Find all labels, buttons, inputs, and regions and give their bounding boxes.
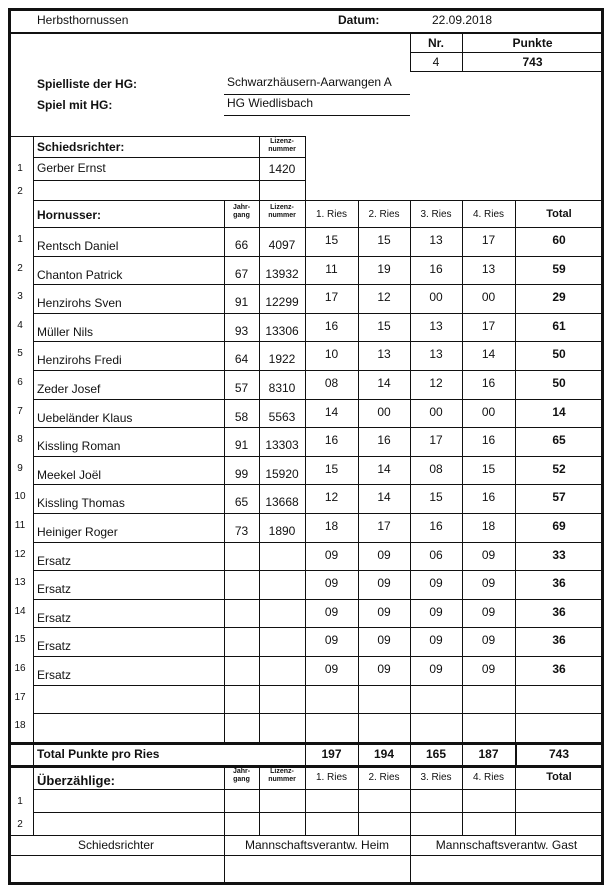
ries-score: 12: [324, 490, 339, 505]
player-name: Chanton Patrick: [37, 267, 123, 282]
ries-score: 09: [481, 547, 496, 562]
player-name: Ersatz: [37, 668, 72, 682]
signature-label: Mannschaftsverantw. Gast: [435, 838, 578, 852]
form-title: Herbsthornussen: [37, 13, 129, 27]
punkte-label: Punkte: [512, 36, 553, 50]
ries-score: 09: [377, 662, 391, 676]
lizenz-label: Lizenz- nummer: [268, 138, 296, 153]
player-name: Zeder Josef: [37, 382, 101, 396]
ries-score: 09: [481, 633, 496, 648]
hornusser-label: Hornusser:: [37, 208, 102, 222]
ries-score: 00: [481, 290, 496, 305]
ries-header-4: 4. Ries: [472, 772, 505, 783]
ries-score: 16: [429, 519, 443, 533]
punkte-value: 743: [522, 55, 543, 69]
player-name: Meekel Joël: [37, 467, 102, 482]
player-name: Heiniger Roger: [37, 525, 118, 539]
player-lizenz: 13303: [265, 438, 299, 453]
ries-score: 16: [481, 490, 496, 505]
player-total: 59: [552, 261, 566, 276]
ries-score: 17: [429, 433, 443, 448]
row-number: 5: [17, 348, 23, 360]
ries-score: 12: [377, 290, 391, 305]
ries-score: 17: [377, 519, 391, 533]
ries-score: 16: [324, 318, 339, 333]
ries-score: 14: [377, 376, 391, 390]
ries-score: 16: [429, 261, 443, 276]
row-number: 12: [14, 548, 26, 560]
ries-score: 13: [429, 347, 443, 362]
player-total: 50: [552, 376, 566, 390]
player-total: 69: [552, 519, 566, 533]
ries-score: 09: [324, 604, 339, 619]
extra-row-number: 1: [17, 796, 23, 807]
grand-total: 743: [548, 747, 570, 761]
player-jahrgang: 91: [234, 438, 249, 453]
row-number: 6: [17, 377, 23, 388]
ries-score: 09: [429, 604, 443, 619]
player-total: 36: [552, 576, 566, 591]
signature-label: Mannschaftsverantw. Heim: [244, 838, 390, 852]
player-jahrgang: 58: [234, 409, 249, 424]
player-total: 61: [552, 318, 566, 333]
row-number: 1: [17, 234, 23, 245]
player-total: 60: [552, 233, 566, 247]
ries-score: 15: [377, 318, 391, 333]
ries-score: 00: [429, 290, 443, 305]
divider: [8, 855, 603, 856]
row-number: 3: [17, 291, 23, 303]
jahrgang-label: Jahr- gang: [232, 768, 251, 783]
row-number: 9: [17, 462, 23, 474]
divider: [33, 513, 603, 514]
ries-score: 09: [481, 662, 496, 676]
player-name: Uebeländer Klaus: [37, 410, 133, 425]
player-lizenz: 8310: [268, 381, 296, 395]
ries-header-3: 3. Ries: [420, 772, 452, 783]
ries-score: 14: [324, 404, 339, 419]
ries-score: 18: [324, 519, 339, 533]
ries-score: 15: [324, 233, 339, 247]
player-name: Kissling Roman: [37, 439, 121, 454]
score-sheet: [8, 8, 604, 885]
ries-header-4: 4. Ries: [472, 209, 505, 220]
ries-score: 17: [481, 318, 496, 333]
divider: [33, 227, 603, 228]
divider: [224, 115, 410, 116]
total-row-label: Total Punkte pro Ries: [37, 747, 160, 761]
divider: [33, 685, 603, 686]
ries-score: 10: [324, 347, 339, 362]
player-lizenz: 13306: [265, 323, 299, 338]
player-lizenz: 13932: [265, 266, 299, 281]
player-jahrgang: 73: [234, 524, 249, 538]
ries-score: 17: [481, 233, 496, 247]
ries-score: 09: [377, 576, 391, 591]
ries-score: 00: [377, 404, 391, 419]
ries-total: 194: [373, 747, 395, 761]
ries-score: 09: [429, 576, 443, 591]
divider: [33, 180, 305, 181]
ries-score: 09: [324, 576, 339, 591]
ries-score: 09: [377, 633, 391, 648]
divider: [224, 94, 410, 95]
row-number: 15: [14, 634, 26, 646]
ries-score: 14: [481, 347, 496, 362]
ries-score: 13: [481, 261, 496, 276]
player-total: 14: [552, 404, 566, 419]
divider: [33, 136, 34, 766]
ries-score: 09: [377, 547, 391, 562]
player-total: 33: [552, 547, 566, 562]
player-lizenz: 1890: [268, 524, 296, 538]
ries-score: 08: [429, 461, 443, 476]
player-name: Ersatz: [37, 610, 72, 625]
player-jahrgang: 65: [234, 495, 249, 510]
divider: [33, 256, 603, 257]
ries-header-2: 2. Ries: [368, 772, 400, 783]
player-total: 36: [552, 662, 566, 676]
ries-header-3: 3. Ries: [420, 209, 452, 220]
jahrgang-label: Jahr- gang: [232, 204, 251, 219]
row-number: 14: [14, 605, 26, 617]
spiel-label: Spiel mit HG:: [37, 98, 113, 112]
total-header: Total: [546, 208, 572, 220]
divider: [33, 542, 603, 543]
ries-score: 15: [377, 233, 391, 247]
ries-header-2: 2. Ries: [368, 209, 400, 220]
ries-score: 00: [429, 404, 443, 419]
player-jahrgang: 66: [234, 238, 249, 252]
nr-label: Nr.: [427, 36, 444, 50]
divider: [33, 766, 34, 835]
row-number: 13: [14, 577, 26, 589]
row-number: 8: [17, 434, 23, 446]
player-jahrgang: 99: [234, 466, 249, 481]
ries-score: 13: [429, 318, 443, 333]
divider: [33, 200, 603, 201]
player-jahrgang: 67: [234, 266, 249, 281]
player-total: 52: [552, 461, 566, 476]
row-number: 11: [14, 520, 26, 531]
lizenz-label: Lizenz- nummer: [268, 768, 296, 783]
ries-score: 13: [377, 347, 391, 362]
ries-score: 09: [481, 604, 496, 619]
ries-score: 15: [324, 461, 339, 476]
player-jahrgang: 93: [234, 323, 249, 338]
nr-value: 4: [432, 55, 440, 69]
referee-number: 2: [17, 186, 23, 197]
player-jahrgang: 64: [234, 352, 249, 367]
ries-header-1: 1. Ries: [315, 209, 348, 220]
divider: [33, 341, 603, 342]
player-name: Müller Nils: [37, 324, 94, 339]
divider: [33, 599, 603, 600]
divider: [33, 570, 603, 571]
ries-score: 09: [377, 604, 391, 619]
ries-score: 09: [324, 547, 339, 562]
player-lizenz: 15920: [265, 466, 299, 481]
row-number: 17: [14, 691, 26, 703]
ries-score: 18: [481, 519, 496, 533]
spielliste-label: Spielliste der HG:: [37, 77, 138, 91]
player-total: 65: [552, 433, 566, 448]
ries-score: 00: [481, 404, 496, 419]
ries-score: 15: [481, 461, 496, 476]
ries-score: 17: [324, 290, 339, 305]
divider: [8, 835, 603, 836]
ries-score: 09: [429, 633, 443, 648]
player-lizenz: 12299: [265, 295, 299, 310]
divider: [33, 284, 603, 285]
row-number: 7: [17, 405, 23, 417]
ries-score: 09: [481, 576, 496, 591]
divider: [33, 656, 603, 657]
ries-score: 09: [324, 662, 339, 676]
divider: [33, 427, 603, 428]
divider: [33, 627, 603, 628]
ries-score: 16: [481, 376, 496, 390]
ries-score: 16: [377, 433, 391, 448]
row-number: 2: [17, 262, 23, 274]
extra-label: Überzählige:: [37, 773, 116, 788]
ries-score: 11: [325, 261, 338, 276]
row-number: 18: [14, 720, 26, 732]
divider: [410, 52, 603, 53]
referee-lizenz: 1420: [268, 162, 296, 176]
date-value: 22.09.2018: [432, 13, 493, 27]
player-total: 29: [552, 290, 566, 305]
ries-score: 09: [324, 633, 339, 648]
player-total: 36: [552, 604, 566, 619]
divider: [8, 136, 305, 137]
ries-score: 16: [481, 433, 496, 448]
ries-score: 09: [429, 662, 443, 676]
divider: [33, 713, 603, 714]
divider: [33, 812, 603, 813]
spielliste-value: Schwarzhäusern-Aarwangen A: [227, 75, 392, 89]
spiel-value: HG Wiedlisbach: [227, 96, 314, 110]
signature-label: Schiedsrichter: [77, 838, 155, 852]
referee-number: 1: [17, 163, 23, 174]
divider: [33, 313, 603, 314]
ries-total: 187: [478, 747, 499, 761]
divider: [33, 484, 603, 485]
total-header: Total: [546, 771, 572, 783]
extra-row-number: 2: [17, 819, 23, 830]
player-jahrgang: 57: [234, 381, 249, 395]
row-number: 4: [17, 319, 23, 331]
lizenz-label: Lizenz- nummer: [268, 204, 296, 219]
divider: [33, 157, 305, 158]
ries-score: 08: [324, 376, 339, 390]
player-total: 57: [552, 490, 566, 505]
ries-total: 197: [321, 747, 342, 761]
divider: [410, 71, 603, 72]
ries-score: 13: [429, 233, 443, 247]
player-lizenz: 4097: [268, 238, 296, 252]
player-name: Rentsch Daniel: [37, 239, 119, 253]
player-name: Ersatz: [37, 639, 72, 654]
ries-score: 16: [324, 433, 339, 448]
player-name: Ersatz: [37, 582, 72, 597]
ries-score: 12: [429, 376, 443, 390]
date-label: Datum:: [338, 13, 380, 27]
ries-score: 14: [377, 461, 391, 476]
ries-header-1: 1. Ries: [315, 772, 348, 783]
player-name: Henzirohs Sven: [37, 296, 122, 311]
player-total: 50: [552, 347, 566, 362]
divider: [8, 32, 603, 34]
divider: [33, 789, 603, 790]
player-name: Henzirohs Fredi: [37, 353, 122, 368]
ries-score: 06: [429, 547, 443, 562]
player-lizenz: 5563: [268, 409, 296, 424]
referee-name: Gerber Ernst: [37, 161, 106, 175]
player-total: 36: [552, 633, 566, 648]
ries-total: 165: [425, 747, 447, 761]
ries-score: 19: [377, 261, 391, 276]
player-jahrgang: 91: [234, 295, 249, 310]
player-name: Ersatz: [37, 553, 72, 568]
referee-label: Schiedsrichter:: [37, 140, 125, 154]
ries-score: 15: [429, 490, 443, 505]
player-name: Kissling Thomas: [37, 496, 125, 511]
row-number: 16: [14, 663, 26, 674]
divider: [33, 370, 603, 371]
player-lizenz: 13668: [265, 495, 299, 510]
divider: [33, 456, 603, 457]
row-number: 10: [14, 491, 26, 503]
divider: [33, 399, 603, 400]
ries-score: 14: [377, 490, 391, 505]
player-lizenz: 1922: [268, 352, 296, 367]
